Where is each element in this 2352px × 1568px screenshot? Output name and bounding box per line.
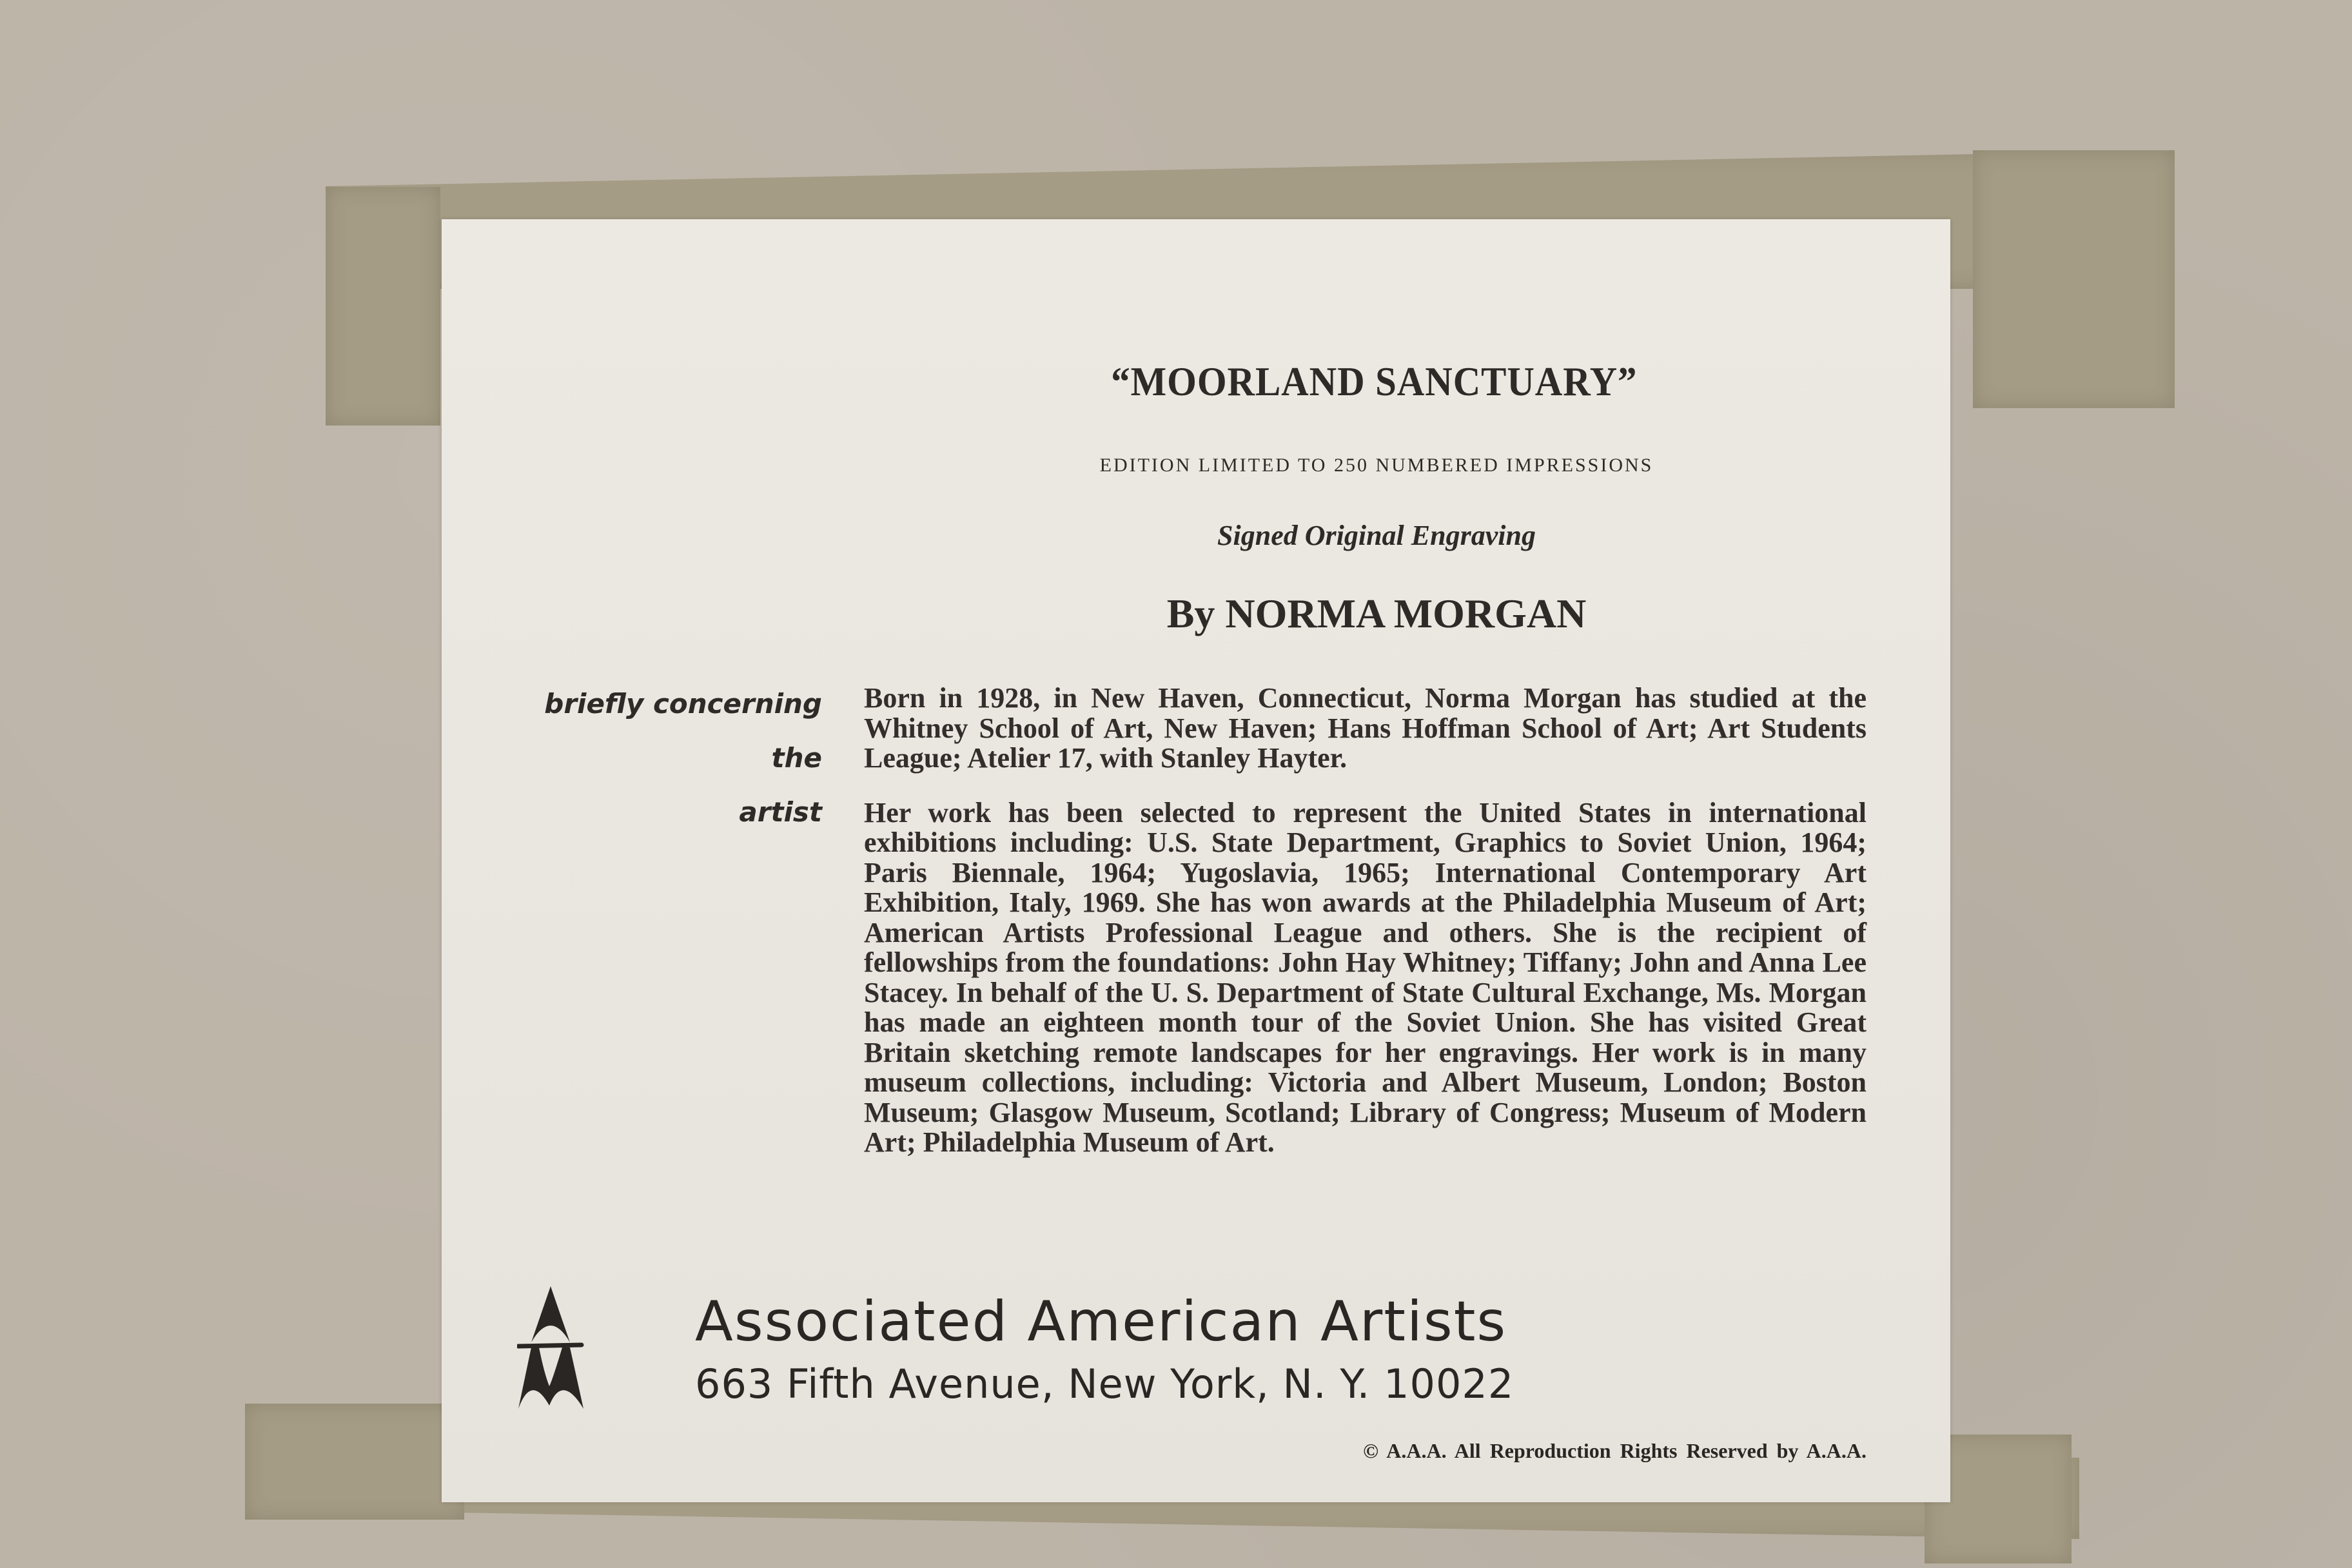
- edition-info: EDITION LIMITED TO 250 NUMBERED IMPRESSIONS: [1099, 455, 1654, 476]
- artist-name: By NORMA MORGAN: [1166, 591, 1587, 636]
- artist-biography: [864, 683, 1867, 1182]
- publisher-name: Associated American Artists: [695, 1289, 1507, 1354]
- tape-strip-top-left: [326, 187, 440, 426]
- medium-info: Signed Original Engraving: [1217, 520, 1536, 551]
- publisher-address: 663 Fifth Avenue, New York, N. Y. 10022: [695, 1360, 1514, 1407]
- copyright-notice: © A.A.A. All Reproduction Rights Reserved by A.A.A.: [1363, 1439, 1867, 1462]
- artwork-title: “MOORLAND SANCTUARY”: [1111, 358, 1638, 404]
- bio-paragraph: Her work has been selected to represent the United States in international exhibitions including: U.S. State Department, Graphics to Soviet Union, 1964; Paris Biennale, 1964; Yugoslavia, 1965; International Contemporary Art Exhibition, Italy, 1969. She has won awards at the Philadelphia Museum of Art; American Artists Professional League and others. She is the recipient of fellowships from the foundations: John Hay Whitney; Tiffany; John and Anna Lee Stacey. In behalf of the U. S. Department of State Cultural Exchange, Ms. Morgan has made an eighteen month tour of the Soviet Union. She has visited Great Britain sketching remote landscapes for her engravings. Her work is in many museum collections, including: Victoria and Albert Museum, London; Boston Museum; Glasgow Museum, Scotland; Library of Congress; Museum of Modern Art; Philadelphia Museum of Art.: [864, 796, 1867, 1158]
- side-label: [442, 677, 822, 839]
- print-label: [442, 219, 1950, 1502]
- tape-strip-top-right: [1973, 150, 2175, 408]
- side-label-line: the: [771, 742, 822, 774]
- bio-paragraph: Born in 1928, in New Haven, Connecticut, Norma Morgan has studied at the Whitney School of Art, New Haven; Hans Hoffman School of Art; Art Students League; Atelier 17, with Stanley Hayter.: [864, 682, 1867, 774]
- side-label-line: briefly concerning: [544, 688, 822, 720]
- side-label-line: artist: [739, 796, 822, 828]
- aaa-monogram-icon: [517, 1283, 585, 1412]
- tape-strip-bottom-left: [245, 1404, 464, 1520]
